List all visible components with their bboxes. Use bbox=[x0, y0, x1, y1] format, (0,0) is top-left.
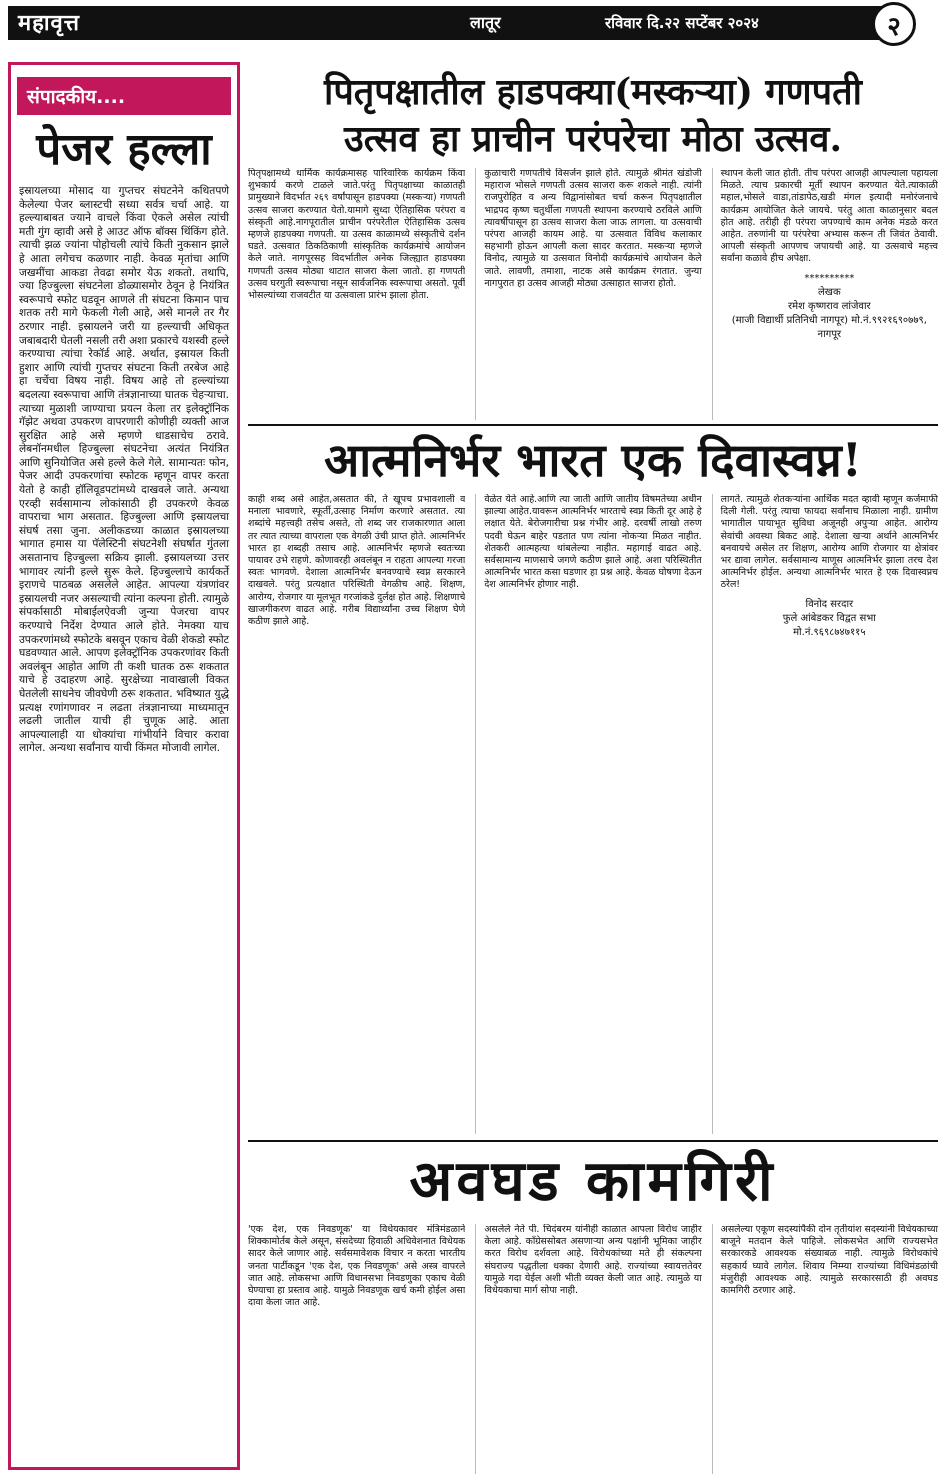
article2-column-text: लागते. त्यामुळे शेतकऱ्यांना आर्थिक मदत व्हावी म्हणून कर्जमाफी दिली गेली. परंतु त्याचा फायदा सर्वांनाच मिळाला नाही. ग्रामीण भागातील पायाभूत सुविधा अजूनही अपुऱ्या आहेत. आरोग्य सेवांची अवस्था बिकट आहे. देशाला खऱ्या अर्थाने आत्मनिर्भर बनवायचे असेल तर शिक्षण, आरोग्य आणि रोजगार या क्षेत्रांवर भर द्यावा लागेल. सर्वसामान्य माणूस आत्मनिर्भर झाला तरच देश आत्मनिर्भर होईल. अन्यथा आत्मनिर्भर भारत हे एक दिवास्वप्नच ठरेल! bbox=[720, 494, 938, 591]
author-label: लेखक bbox=[818, 286, 841, 298]
section-divider bbox=[248, 424, 938, 426]
author-stars: ********** bbox=[804, 272, 855, 284]
article2-column: काही शब्द असे आहेत,असतात की, ते खूपच प्रभावशाली व मनाला भावणारे, स्फूर्ती,उत्साह निर्माण करणारे असतात. त्या शब्दांचे महत्त्वही तसेच असते, तो शब्द जर राजकारणात आला तर त्यात त्याच्या वापराला एक वेगळी उंची प्राप्त होते. आत्मनिर्भर भारत हा शब्दही तसाच आहे. आत्मनिर्भर म्हणजे स्वतःच्या पायावर उभे राहणे. कोणावरही अवलंबून न राहता आपल्या गरजा स्वतः भागवणे. देशाला आत्मनिर्भर बनवण्याचे स्वप्न सरकारने दाखवले. परंतु प्रत्यक्षात परिस्थिती वेगळीच आहे. शिक्षण, आरोग्य, रोजगार या मूलभूत गरजांकडे दुर्लक्ष होत आहे. शिक्षणाचे खाजगीकरण वाढत आहे. गरीब विद्यार्थ्यांना उच्च शिक्षण घेणे कठीण झाले आहे. bbox=[248, 494, 466, 628]
editorial-title: पेजर हल्ला bbox=[36, 124, 212, 175]
masthead-bar bbox=[8, 6, 893, 40]
author-name: रमेश कृष्णराव लांजेवार bbox=[788, 300, 871, 312]
article1-column-text: स्थापन केली जात होती. तीच परंपरा आजही आपल्याला पहायला मिळते. त्याच प्रकारची मूर्ती स्थापन करण्यात येते.त्याकाळी महाल,भोसले वाडा,तांडापेठ,खडी मंगल इत्यादी मनोरंजनाचे कार्यक्रम आयोजित केले जायचे. परंतु आता काळानुसार बदल होत आहे. तरीही ही परंपरा जपण्याचे काम अनेक मंडळे करत आहेत. तरुणांनी या परंपरेचा अभ्यास करून ती जिवंत ठेवावी. आपली संस्कृती आपणच जपायची आहे. या उत्सवाचे महत्त्व सर्वांना कळावे हीच अपेक्षा. bbox=[720, 168, 938, 265]
article1-column: पितृपक्षामध्ये धार्मिक कार्यक्रमासह पारिवारिक कार्यक्रम किंवा शुभकार्य करणे टाळले जाते.परंतु पितृपक्षाच्या काळातही प्रामुख्याने विदर्भात २६९ वर्षांपासून हाडपक्या (मस्कऱ्या) गणपती उत्सव साजरा करण्यात येतो.यामागे सुध्दा ऐतिहासिक परंपरा व संस्कृती आहे.नागपूरातील प्राचीन परंपरेतील ऐतिहासिक उत्सव म्हणजे हाडपक्या गणपती. या उत्सव काळामध्ये संस्कृतीचे दर्शन घडते. उत्सवात ठिकठिकाणी सांस्कृतिक कार्यक्रमांचे आयोजन केले जाते. नागपूरसह विदर्भातील अनेक जिल्ह्यात हाडपक्या गणपती उत्सव मोठ्या थाटात साजरा केला जातो. हा गणपती उत्सव घरगुती स्वरूपाचा नसून सार्वजनिक स्वरूपाचा असतो. पूर्वी भोसल्यांच्या राजवटीत या उत्सवाला प्रारंभ झाला होता. bbox=[248, 168, 466, 302]
newspaper-brand: महावृत्त bbox=[18, 10, 80, 36]
article3-column: असलेले नेते पी. चिदंबरम यांनीही काळात आपला विरोध जाहीर केला आहे. कॉंग्रेससोबत असणाऱ्या अन्य पक्षांनी भूमिका जाहीर करत विरोध दर्शवला आहे. विरोधकांच्या मते ही संकल्पना संघराज्य पद्धतीला धक्का देणारी आहे. राज्यांच्या स्वायत्ततेवर यामुळे गदा येईल अशी भीती व्यक्त केली जात आहे. त्यामुळे या विधेयकाचा मार्ग सोपा नाही. bbox=[475, 1224, 701, 1474]
article2-column bbox=[712, 494, 938, 1134]
article2-headline: आत्मनिर्भर भारत एक दिवास्वप्न! bbox=[324, 433, 862, 487]
article3-columns bbox=[248, 1224, 938, 1474]
author-name: विनोद सरदार bbox=[805, 598, 854, 610]
author-phone: मो.नं.९६९८७४७११५ bbox=[793, 626, 866, 638]
editorial-body: इस्रायलच्या मोसाद या गुप्तचर संघटनेने कथितपणे केलेल्या पेजर ब्लास्टची सध्या सर्वत्र चर्चा आहे. या हल्ल्याबाबत ज्याने वाचले किंवा ऐकले असेल त्यांची मती गुंग व्हावी असे हे आउट ऑफ बॉक्स थिंकिंग होते. त्याची झळ ज्यांना पोहोचली त्यांचे किती नुकसान झाले हे आता लगेचच कळणार नाही. केवळ मृतांचा आणि जखमींचा आकडा तेवढा समोर येऊ शकतो. तथापि, ज्या हिज्बुल्ला संघटनेला डोळ्यासमोर ठेवून हे नियंत्रित स्वरूपाचे स्फोट घडवून आणले ती संघटना किमान पाच शतक तरी मागे फेकली गेली आहे, असे मानले तर गैर ठरणार नाही. इस्रायलने जरी या हल्ल्याची अधिकृत जबाबदारी घेतली नसली तरी अशा प्रकारचे यशस्वी हल्ले करण्याचा त्यांचा रेकॉर्ड आहे. अर्थात, इस्रायल किती हुशार आणि त्यांची गुप्तचर संघटना किती तरबेज आहे हा चर्चेचा विषय नाही. विषय आहे तो हल्ल्यांच्या बदलत्या स्वरूपाचा आणि तंत्रज्ञानाच्या घातक चेहऱ्याचा. त्याच्या मुळाशी जाण्याचा प्रयत्न केला तर इलेक्ट्रॉनिक गॅझेट अथवा उपकरण वापरणारी कोणीही व्यक्ती आज सुरक्षित आहे असे म्हणणे धाडसाचेच ठरावे. लेबनॉनमधील हिज्बुल्ला संघटनेचा अत्यंत नियंत्रित आणि सुनियोजित असे हल्ले केले गेले. सामान्यतः फोन, पेजर आदी उपकरणांचा स्फोटक म्हणून वापर करता येतो हे काही हॉलिवूडपटांमध्ये दाखवले जाते. अन्यथा एरव्ही सर्वसामान्य लोकांसाठी ही उपकरणे केवळ वापराचा भाग असतात. हिज्बुल्ला आणि इस्रायलचा संघर्ष तसा जुना. अलीकडच्या काळात इस्रायलच्या भागात हमास या पॅलेस्टिनी संघटनेशी संघर्षात गुंतला असतानाच हिज्बुल्ला सक्रिय झाली. इस्रायलच्या उत्तर भागावर त्यांनी हल्ले सुरू केले. हिज्बुल्लाचे कार्यकर्ते इराणचे पाठबळ असलेले आहेत. आपल्या यंत्रणांवर इस्रायलची नजर असल्याची त्यांना कल्पना होती. त्यामुळे संपर्कासाठी मोबाईलऐवजी जुन्या पेजरचा वापर करण्याचे निर्देश देण्यात आले होते. नेमक्या याच उपकरणांमध्ये स्फोटके बसवून एकाच वेळी शेकडो स्फोट घडवण्यात आले. आपण इलेक्ट्रॉनिक उपकरणांवर किती अवलंबून आहोत आणि ती कशी घातक ठरू शकतात याचे हे उदाहरण आहे. सुरक्षेच्या नावाखाली विकत घेतलेली साधनेच जीवघेणी ठरू शकतात. भविष्यात युद्धे प्रत्यक्ष रणांगणावर न लढता तंत्रज्ञानाच्या माध्यमातून लढली जातील याची ही चुणूक आहे. आता आपल्यालाही या धोक्यांचा गांभीर्याने विचार करावा लागेल. अन्यथा सर्वांनाच याची किंमत मोजावी लागेल. bbox=[19, 185, 229, 755]
article1-author-block bbox=[721, 272, 938, 342]
article3-column: 'एक देश, एक निवडणूक' या विधेयकावर मंत्रिमंडळाने शिक्कामोर्तब केले असून, संसदेच्या हिवाळी अधिवेशनात विधेयक सादर केले जाणार आहे. सर्वसमावेशक विचार न करता भारतीय जनता पार्टीकडून 'एक देश, एक निवडणूक' असे अस्त्र वापरले जात आहे. लोकसभा आणि विधानसभा निवडणुका एकाच वेळी घेण्याचा हा प्रस्ताव आहे. यामुळे निवडणूक खर्च कमी होईल असा दावा केला जात आहे. bbox=[248, 1224, 466, 1309]
article2-columns bbox=[248, 494, 938, 1134]
editorial-label: संपादकीय.... bbox=[17, 77, 231, 115]
author-title: (माजी विद्यार्थी प्रतिनिधी नागपूर) मो.नं.९९२१६९०७७९, bbox=[731, 314, 927, 326]
author-city: नागपूर bbox=[817, 328, 842, 340]
article3-headline: अवघड कामगिरी bbox=[409, 1148, 777, 1214]
article1-column bbox=[712, 168, 938, 420]
page-number: २ bbox=[872, 2, 916, 46]
article2-author-block bbox=[721, 598, 938, 640]
editorial-box bbox=[8, 62, 240, 1470]
author-org: फुले आंबेडकर विद्वत सभा bbox=[782, 612, 876, 624]
article1-headline-line2: उत्सव हा प्राचीन परंपरेचा मोठा उत्सव. bbox=[344, 118, 842, 160]
section-divider bbox=[248, 1140, 938, 1142]
article1-headline-line1: पितृपक्षातील हाडपक्या(मस्कऱ्या) गणपती bbox=[324, 71, 862, 113]
article3-column: असलेल्या एकूण सदस्यांपैकी दोन तृतीयांश सदस्यांनी विधेयकाच्या बाजूने मतदान केले पाहिजे. लोकसभेत आणि राज्यसभेत सरकारकडे आवश्यक संख्याबळ नाही. त्यामुळे विरोधकांचे सहकार्य घ्यावे लागेल. शिवाय निम्म्या राज्यांच्या विधिमंडळांची मंजुरीही आवश्यक आहे. त्यामुळे सरकारसाठी ही अवघड कामगिरी ठरणार आहे. bbox=[712, 1224, 938, 1474]
article1-columns bbox=[248, 168, 938, 420]
edition-city: लातूर bbox=[470, 13, 501, 32]
article2-column: वेळेत येते आहे.आणि त्या जाती आणि जातीय विषमतेच्या अधीन झाल्या आहेत.यावरून आत्मनिर्भर भारताचे स्वप्न किती दूर आहे हे लक्षात येते. बेरोजगारीचा प्रश्न गंभीर आहे. दरवर्षी लाखो तरुण पदवी घेऊन बाहेर पडतात पण त्यांना नोकऱ्या मिळत नाहीत. शेतकरी आत्महत्या थांबलेल्या नाहीत. महागाई वाढत आहे. सर्वसामान्य माणसाचे जगणे कठीण झाले आहे. अशा परिस्थितीत आत्मनिर्भर भारत कसा घडणार हा प्रश्न आहे. केवळ घोषणा देऊन देश आत्मनिर्भर होणार नाही. bbox=[475, 494, 701, 1134]
masthead bbox=[0, 0, 945, 46]
article1-column: कुळाचारी गणपतीचे विसर्जन झाले होते. त्यामुळे श्रीमंत खंडोजी महाराज भोसले गणपती उत्सव साजरा करू शकले नाही. त्यांनी राजपुरोहित व अन्य विद्वानांसोबत चर्चा करून पितृपक्षातील भाद्रपद कृष्ण चतुर्थीला गणपती स्थापना करण्याचे ठरविले आणि त्यावर्षीपासून हा उत्सव साजरा केला जाऊ लागला. या उत्सवाची परंपरा आजही कायम आहे. या उत्सवात विविध कलाकार सहभागी होऊन आपली कला सादर करतात. मस्कऱ्या म्हणजे विनोद, त्यामुळे या उत्सवात विनोदी कार्यक्रमांचे आयोजन केले जाते. लावणी, तमाशा, नाटक असे कार्यक्रम रंगतात. जुन्या नागपुरात हा उत्सव आजही मोठ्या उत्साहात साजरा होतो. bbox=[475, 168, 701, 420]
edition-date: रविवार दि.२२ सप्टेंबर २०२४ bbox=[605, 14, 759, 32]
